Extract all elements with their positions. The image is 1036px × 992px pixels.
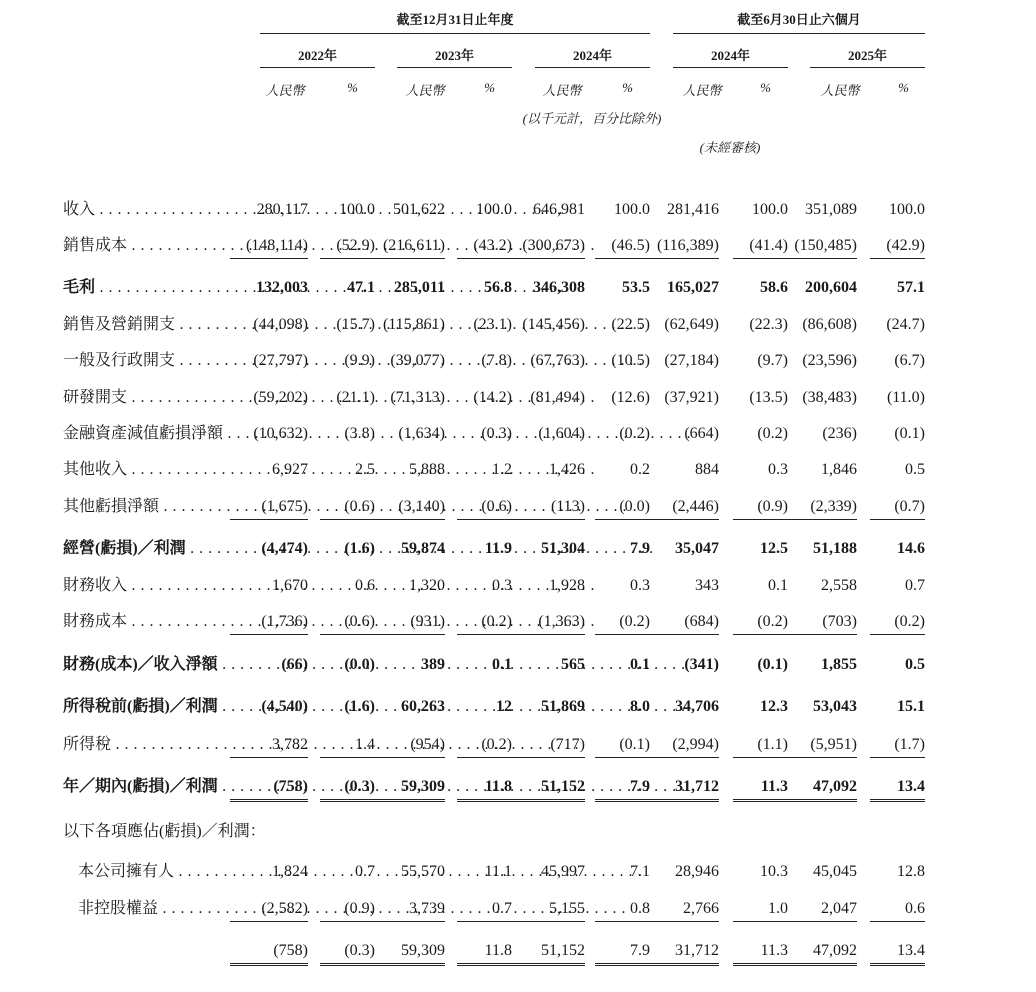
percent-cell: (1.7) — [870, 733, 925, 758]
amount-cell: 2,558 — [821, 577, 857, 594]
percent-cell: 1.2 — [492, 461, 512, 478]
amount-cell: (27,184) — [664, 352, 719, 369]
percent-cell: (42.9) — [870, 234, 925, 259]
amount-cell: (4,540) — [261, 698, 308, 715]
percent-cell: (9.9) — [344, 352, 375, 369]
amount-cell: 45,045 — [813, 863, 857, 880]
row-label: 其他虧損淨額 . . . — [63, 495, 235, 519]
table-row — [0, 820, 1036, 844]
table-row — [0, 733, 1036, 757]
amount-cell: 47,092 — [775, 939, 857, 966]
amount-cell: (2,446) — [639, 495, 719, 520]
amount-cell: 6,927 — [272, 461, 308, 478]
percent-cell: (0.1) — [757, 656, 788, 673]
amount-cell: 2,766 — [639, 897, 719, 922]
percent-cell: 15.1 — [897, 698, 925, 715]
amount-cell: 1,855 — [821, 656, 857, 673]
percent-cell: (24.7) — [886, 316, 925, 333]
percent-cell: 7.9 — [595, 775, 650, 802]
amount-cell: (148,114) — [230, 234, 308, 259]
table-row — [0, 610, 1036, 634]
amount-cell: (71,313) — [390, 389, 445, 406]
amount-cell: 51,869 — [541, 698, 585, 715]
amount-cell: 285,011 — [393, 279, 445, 296]
amount-cell: 501,622 — [393, 201, 445, 218]
percent-cell: 7.9 — [595, 939, 650, 966]
percent-cell: 100.0 — [339, 201, 375, 218]
amount-cell: (113) — [503, 495, 585, 520]
amount-cell: 3,739 — [363, 897, 445, 922]
amount-cell: (717) — [503, 733, 585, 758]
table-row — [0, 574, 1036, 598]
percent-cell: 0.2 — [630, 461, 650, 478]
percent-cell: (11.0) — [886, 389, 925, 406]
row-label: 金融資產減值虧損淨額 . . . — [63, 422, 235, 446]
amount-cell: 53,043 — [813, 698, 857, 715]
amount-cell: 60,263 — [401, 698, 445, 715]
amount-cell: (23,596) — [802, 352, 857, 369]
percent-cell: (10.5) — [611, 352, 650, 369]
amount-cell: 51,304 — [541, 540, 585, 557]
percent-cell: (0.3) — [481, 425, 512, 442]
row-label: 研發開支 . . . — [63, 386, 235, 410]
amount-cell: (664) — [684, 425, 719, 442]
row-label: 收入 . . . — [63, 198, 235, 222]
amount-cell: 646,981 — [533, 201, 585, 218]
year-header-rule — [397, 67, 512, 68]
amount-cell: (931) — [363, 610, 445, 635]
row-label: 財務(成本)／收入淨額 . . . — [63, 653, 235, 677]
percent-header: % — [760, 80, 771, 95]
table-row — [0, 349, 1036, 373]
amount-cell: (4,474) — [261, 540, 308, 557]
amount-cell: (86,608) — [802, 316, 857, 333]
percent-cell: (0.0) — [344, 656, 375, 673]
percent-cell: (0.9) — [320, 897, 375, 922]
row-label: 財務收入 . . . — [63, 574, 235, 598]
amount-cell: 34,706 — [675, 698, 719, 715]
percent-cell: (43.2) — [457, 234, 512, 259]
table-row — [0, 422, 1036, 446]
percent-cell: 11.3 — [733, 775, 788, 802]
row-label: 所得稅前(虧損)／利潤 . . . — [63, 695, 235, 719]
unit-note: (以千元計，百分比除外) — [522, 111, 662, 126]
amount-cell: 47,092 — [775, 775, 857, 802]
year-header-rule — [535, 67, 650, 68]
percent-cell: (22.5) — [611, 316, 650, 333]
percent-cell: 100.0 — [752, 201, 788, 218]
percent-cell: (0.3) — [320, 775, 375, 802]
amount-cell: 1,670 — [272, 577, 308, 594]
amount-cell: 51,188 — [813, 540, 857, 557]
percent-cell: 13.4 — [870, 939, 925, 966]
row-label: 所得稅 . . . — [63, 733, 235, 757]
percent-cell: (0.2) — [619, 425, 650, 442]
amount-cell: (341) — [684, 656, 719, 673]
table-row — [0, 198, 1036, 222]
currency-header: 人民幣 — [405, 83, 445, 98]
amount-cell: 55,570 — [401, 863, 445, 880]
year-header: 2024年 — [572, 48, 612, 63]
currency-header: 人民幣 — [265, 83, 305, 98]
percent-cell: 0.6 — [870, 897, 925, 922]
percent-cell: 12.5 — [760, 540, 788, 557]
amount-cell: (27,797) — [253, 352, 308, 369]
percent-cell: (9.7) — [757, 352, 788, 369]
percent-cell: 13.4 — [870, 775, 925, 802]
amount-cell: 35,047 — [675, 540, 719, 557]
amount-cell: (38,483) — [802, 389, 857, 406]
amount-cell: (758) — [230, 939, 308, 966]
amount-cell: 31,712 — [639, 939, 719, 966]
table-row — [0, 458, 1036, 482]
year-header: 2022年 — [297, 48, 337, 63]
percent-header: % — [622, 80, 633, 95]
amount-cell: 28,946 — [675, 863, 719, 880]
amount-cell: (1,634) — [398, 425, 445, 442]
percent-cell: (15.7) — [336, 316, 375, 333]
table-row — [0, 695, 1036, 719]
percent-cell: 7.1 — [630, 863, 650, 880]
percent-cell: (0.6) — [457, 495, 512, 520]
unaudited-note: (未經審核) — [699, 140, 761, 155]
amount-cell: 31,712 — [639, 775, 719, 802]
percent-cell: 10.3 — [760, 863, 788, 880]
percent-cell: (0.3) — [320, 939, 375, 966]
percent-cell: 11.1 — [484, 863, 512, 880]
amount-cell: (703) — [775, 610, 857, 635]
percent-cell: (14.2) — [473, 389, 512, 406]
amount-cell: 165,027 — [667, 279, 719, 296]
percent-cell: 56.8 — [484, 279, 512, 296]
percent-cell: (1.6) — [344, 698, 375, 715]
percent-header: % — [347, 80, 358, 95]
amount-cell: (150,485) — [775, 234, 857, 259]
currency-header: 人民幣 — [820, 83, 860, 98]
amount-cell: (216,611) — [363, 234, 445, 259]
amount-cell: 59,874 — [401, 540, 445, 557]
percent-cell: 0.6 — [355, 577, 375, 594]
row-label: 一般及行政開支 . . . — [63, 349, 235, 373]
percent-cell: 0.7 — [457, 897, 512, 922]
percent-cell: (0.2) — [457, 610, 512, 635]
amount-cell: (758) — [230, 775, 308, 802]
group-header-rule — [260, 33, 650, 34]
percent-cell: 0.1 — [492, 656, 512, 673]
row-label: 毛利 . . . — [63, 276, 235, 300]
percent-cell: 0.7 — [355, 863, 375, 880]
percent-cell: 58.6 — [760, 279, 788, 296]
row-label: 經營(虧損)／利潤 . . . — [63, 537, 235, 561]
percent-cell: (0.6) — [320, 495, 375, 520]
amount-cell: 5,888 — [409, 461, 445, 478]
table-row — [0, 775, 1036, 799]
amount-cell: (59,202) — [253, 389, 308, 406]
percent-cell: (0.2) — [870, 610, 925, 635]
amount-cell: (1,363) — [503, 610, 585, 635]
amount-cell: 132,003 — [256, 279, 308, 296]
amount-cell: (115,861) — [382, 316, 445, 333]
percent-cell: (0.0) — [595, 495, 650, 520]
amount-cell: (1,675) — [230, 495, 308, 520]
percent-cell: 0.1 — [768, 577, 788, 594]
amount-cell: 389 — [421, 656, 445, 673]
percent-cell: 12 — [496, 698, 512, 715]
amount-cell: 884 — [695, 461, 719, 478]
table-row — [0, 537, 1036, 561]
percent-header: % — [484, 80, 495, 95]
percent-cell: 7.9 — [630, 540, 650, 557]
year-header-rule — [810, 67, 925, 68]
percent-cell: 0.5 — [905, 461, 925, 478]
percent-cell: 0.3 — [492, 577, 512, 594]
row-label: 非控股權益 . . . — [78, 897, 235, 921]
amount-cell: (5,951) — [775, 733, 857, 758]
amount-cell: (300,673) — [503, 234, 585, 259]
percent-cell: (21.1) — [336, 389, 375, 406]
amount-cell: (2,994) — [639, 733, 719, 758]
amount-cell: 59,309 — [363, 775, 445, 802]
percent-cell: 100.0 — [889, 201, 925, 218]
amount-cell: (3,140) — [363, 495, 445, 520]
table-row — [0, 939, 1036, 963]
percent-cell: 2.5 — [355, 461, 375, 478]
amount-cell: 351,089 — [805, 201, 857, 218]
percent-cell: (0.9) — [733, 495, 788, 520]
amount-cell: (684) — [639, 610, 719, 635]
percent-cell: 53.5 — [622, 279, 650, 296]
table-row — [0, 897, 1036, 921]
percent-cell: 11.8 — [457, 939, 512, 966]
percent-cell: (6.7) — [894, 352, 925, 369]
percent-cell: 1.4 — [320, 733, 375, 758]
percent-cell: 57.1 — [897, 279, 925, 296]
amount-cell: 1,824 — [272, 863, 308, 880]
percent-cell: 100.0 — [476, 201, 512, 218]
row-label — [63, 939, 235, 963]
amount-cell: 280,117 — [256, 201, 308, 218]
amount-cell: (62,649) — [664, 316, 719, 333]
percent-cell: 12.8 — [897, 863, 925, 880]
year-header: 2023年 — [434, 48, 474, 63]
amount-cell: (37,921) — [664, 389, 719, 406]
table-row — [0, 653, 1036, 677]
amount-cell: 281,416 — [667, 201, 719, 218]
amount-cell: (145,456) — [522, 316, 585, 333]
table-row — [0, 860, 1036, 884]
percent-cell: (13.5) — [749, 389, 788, 406]
row-label: 財務成本 . . . — [63, 610, 235, 634]
table-row — [0, 386, 1036, 410]
amount-cell: (2,582) — [230, 897, 308, 922]
year-header: 2025年 — [847, 48, 887, 63]
amount-cell: (954) — [363, 733, 445, 758]
table-row — [0, 234, 1036, 258]
amount-cell: 565 — [561, 656, 585, 673]
percent-cell: 0.3 — [768, 461, 788, 478]
group-header-six-months: 截至6月30日止六個月 — [737, 12, 861, 27]
percent-cell: (12.6) — [611, 389, 650, 406]
percent-cell: (0.2) — [457, 733, 512, 758]
group-header-year-ended: 截至12月31日止年度 — [396, 12, 514, 27]
currency-header: 人民幣 — [682, 83, 722, 98]
percent-cell: (0.2) — [757, 425, 788, 442]
amount-cell: 1,426 — [549, 461, 585, 478]
percent-cell: 11.8 — [457, 775, 512, 802]
percent-cell: (41.4) — [733, 234, 788, 259]
table-row — [0, 313, 1036, 337]
percent-cell: (3.8) — [344, 425, 375, 442]
amount-cell: 1,928 — [549, 577, 585, 594]
amount-cell: (2,339) — [775, 495, 857, 520]
percent-cell: 12.3 — [760, 698, 788, 715]
amount-cell: (10,632) — [253, 425, 308, 442]
percent-cell: 100.0 — [614, 201, 650, 218]
percent-cell: 14.6 — [897, 540, 925, 557]
amount-cell: (116,389) — [639, 234, 719, 259]
row-label: 年／期內(虧損)／利潤 . . . — [63, 775, 235, 799]
percent-cell: (0.1) — [894, 425, 925, 442]
year-header-rule — [673, 67, 788, 68]
percent-cell: (52.9) — [320, 234, 375, 259]
percent-cell: (46.5) — [595, 234, 650, 259]
amount-cell: (66) — [281, 656, 308, 673]
table-row — [0, 495, 1036, 519]
amount-cell: 59,309 — [363, 939, 445, 966]
percent-cell: (23.1) — [473, 316, 512, 333]
percent-cell: 0.8 — [595, 897, 650, 922]
row-label: 銷售成本 . . . — [63, 234, 235, 258]
amount-cell: 346,308 — [533, 279, 585, 296]
row-label: 其他收入 . . . — [63, 458, 235, 482]
percent-cell: (7.8) — [481, 352, 512, 369]
amount-cell: 3,782 — [230, 733, 308, 758]
amount-cell: (39,077) — [390, 352, 445, 369]
amount-cell: (236) — [822, 425, 857, 442]
percent-cell: 1.0 — [733, 897, 788, 922]
amount-cell: (81,494) — [530, 389, 585, 406]
row-label: 本公司擁有人 . . . — [78, 860, 235, 884]
amount-cell: 51,152 — [503, 939, 585, 966]
percent-cell: (0.6) — [320, 610, 375, 635]
group-header-rule — [673, 33, 925, 34]
amount-cell: (1,736) — [230, 610, 308, 635]
percent-cell: (1.6) — [344, 540, 375, 557]
amount-cell: (44,098) — [253, 316, 308, 333]
percent-cell: 11.3 — [733, 939, 788, 966]
amount-cell: (1,604) — [538, 425, 585, 442]
amount-cell: 45,997 — [541, 863, 585, 880]
amount-cell: 51,152 — [503, 775, 585, 802]
table-row — [0, 276, 1036, 300]
row-label: 銷售及營銷開支 . . . — [63, 313, 235, 337]
percent-cell: (0.2) — [733, 610, 788, 635]
currency-header: 人民幣 — [542, 83, 582, 98]
percent-cell: (0.2) — [595, 610, 650, 635]
amount-cell: 1,846 — [821, 461, 857, 478]
percent-cell: (0.7) — [870, 495, 925, 520]
amount-cell: 343 — [695, 577, 719, 594]
percent-cell: (22.3) — [749, 316, 788, 333]
percent-cell: 47.1 — [347, 279, 375, 296]
percent-cell: (1.1) — [733, 733, 788, 758]
percent-cell: 0.7 — [905, 577, 925, 594]
amount-cell: 200,604 — [805, 279, 857, 296]
row-label: 以下各項應佔(虧損)／利潤： — [63, 823, 266, 840]
percent-cell: (0.1) — [595, 733, 650, 758]
percent-cell: 0.5 — [905, 656, 925, 673]
amount-cell: (67,763) — [530, 352, 585, 369]
percent-cell: 0.3 — [630, 577, 650, 594]
percent-cell: 0.1 — [630, 656, 650, 673]
percent-cell: 11.9 — [484, 540, 512, 557]
amount-cell: 5,155 — [503, 897, 585, 922]
amount-cell: 2,047 — [775, 897, 857, 922]
percent-cell: 8.0 — [630, 698, 650, 715]
year-header-rule — [260, 67, 375, 68]
percent-header: % — [898, 80, 909, 95]
year-header: 2024年 — [710, 48, 750, 63]
amount-cell: 1,320 — [409, 577, 445, 594]
